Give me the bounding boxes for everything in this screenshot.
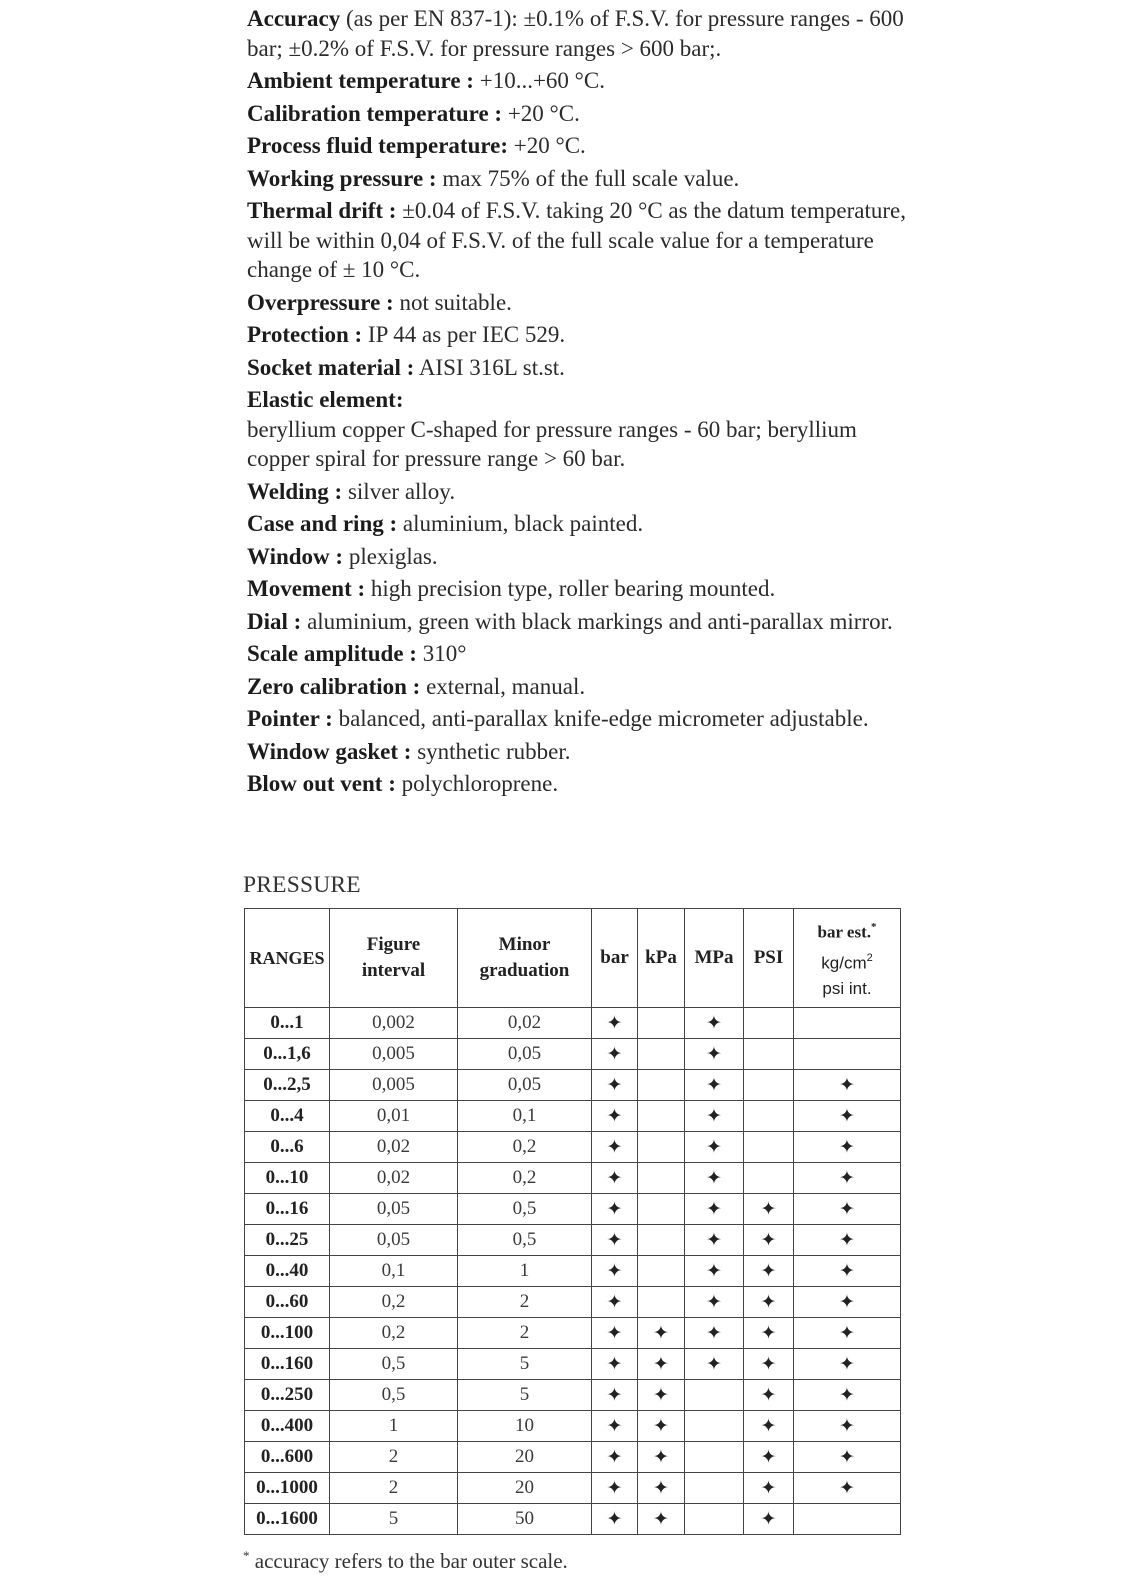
- spec-label: Thermal drift :: [247, 198, 397, 223]
- mpa-mark-cell: [685, 1504, 744, 1535]
- last-mark-cell: [794, 1504, 901, 1535]
- last-mark-cell: [794, 1380, 901, 1411]
- mpa-mark-cell: [685, 1163, 744, 1194]
- diamond-marker-icon: ✦: [760, 1415, 777, 1437]
- psi-mark-cell: [744, 1380, 794, 1411]
- range-cell: 0...6: [245, 1132, 330, 1163]
- spec-label: Scale amplitude :: [247, 641, 417, 666]
- bar-mark-cell: [592, 1008, 638, 1039]
- kpa-mark-cell: [638, 1132, 685, 1163]
- spec-item: [247, 320, 907, 350]
- minor-graduation-cell: 5: [458, 1380, 592, 1411]
- header-kpa: kPa: [638, 909, 685, 1008]
- bar-mark-cell: [592, 1287, 638, 1318]
- range-cell: 0...250: [245, 1380, 330, 1411]
- mpa-mark-cell: [685, 1008, 744, 1039]
- spec-value: aluminium, black painted.: [397, 511, 644, 536]
- table-row: [245, 1163, 901, 1194]
- diamond-marker-icon: ✦: [606, 1229, 623, 1251]
- kpa-mark-cell: [638, 1101, 685, 1132]
- last-mark-cell: [794, 1256, 901, 1287]
- figure-interval-cell: 0,1: [330, 1256, 458, 1287]
- spec-item: [247, 4, 907, 63]
- diamond-marker-icon: ✦: [706, 1322, 722, 1344]
- last-mark-cell: [794, 1411, 901, 1442]
- range-cell: 0...1000: [245, 1473, 330, 1504]
- last-mark-cell: [794, 1101, 901, 1132]
- kpa-mark-cell: [638, 1039, 685, 1070]
- last-mark-cell: [794, 1287, 901, 1318]
- mpa-mark-cell: [685, 1380, 744, 1411]
- psi-mark-cell: [744, 1101, 794, 1132]
- diamond-marker-icon: ✦: [606, 1508, 623, 1530]
- range-cell: 0...400: [245, 1411, 330, 1442]
- header-figure-interval: Figure interval: [330, 909, 458, 1008]
- range-cell: 0...25: [245, 1225, 330, 1256]
- bar-mark-cell: [592, 1101, 638, 1132]
- minor-graduation-cell: 50: [458, 1504, 592, 1535]
- psi-mark-cell: [744, 1473, 794, 1504]
- figure-interval-cell: 0,5: [330, 1380, 458, 1411]
- diamond-marker-icon: ✦: [606, 1074, 623, 1096]
- mpa-mark-cell: [685, 1101, 744, 1132]
- bar-mark-cell: [592, 1473, 638, 1504]
- minor-graduation-cell: 20: [458, 1473, 592, 1504]
- last-mark-cell: [794, 1008, 901, 1039]
- table-row: [245, 1070, 901, 1101]
- last-mark-cell: [794, 1163, 901, 1194]
- psi-mark-cell: [744, 1256, 794, 1287]
- spec-value: not suitable.: [393, 289, 512, 315]
- spec-item: [247, 131, 907, 161]
- figure-interval-cell: 0,005: [330, 1070, 458, 1101]
- diamond-marker-icon: ✦: [653, 1384, 669, 1406]
- diamond-marker-icon: ✦: [760, 1446, 777, 1468]
- table-row: [245, 1318, 901, 1349]
- bar-mark-cell: [592, 1380, 638, 1411]
- kpa-mark-cell: [638, 1504, 685, 1535]
- bar-mark-cell: [592, 1442, 638, 1473]
- spec-value: polychloroprene.: [395, 771, 559, 796]
- diamond-marker-icon: ✦: [706, 1229, 722, 1251]
- spec-label: Dial :: [247, 608, 302, 634]
- table-row: [245, 1039, 901, 1070]
- spec-item: [247, 66, 907, 96]
- spec-item: [247, 607, 907, 637]
- diamond-marker-icon: ✦: [653, 1477, 669, 1499]
- spec-label: Socket material :: [247, 354, 415, 380]
- diamond-marker-icon: ✦: [760, 1353, 777, 1375]
- diamond-marker-icon: ✦: [760, 1260, 777, 1282]
- psi-mark-cell: [744, 1318, 794, 1349]
- diamond-marker-icon: ✦: [606, 1136, 623, 1158]
- kpa-mark-cell: [638, 1163, 685, 1194]
- last-mark-cell: [794, 1132, 901, 1163]
- mpa-mark-cell: [685, 1194, 744, 1225]
- diamond-marker-icon: ✦: [760, 1477, 777, 1499]
- figure-interval-cell: 0,002: [330, 1008, 458, 1039]
- table-row: [245, 1008, 901, 1039]
- footnote-mark: *: [243, 1548, 250, 1563]
- table-row: [245, 1101, 901, 1132]
- figure-interval-cell: 0,02: [330, 1163, 458, 1194]
- range-cell: 0...1: [245, 1008, 330, 1039]
- table-row: [245, 1411, 901, 1442]
- psi-mark-cell: [744, 1411, 794, 1442]
- spec-item: [247, 99, 907, 129]
- spec-value: balanced, anti-parallax knife-edge micrometer adjustable.: [332, 706, 869, 731]
- table-row: [245, 1442, 901, 1473]
- diamond-marker-icon: ✦: [653, 1446, 669, 1468]
- spec-label: Accuracy: [247, 6, 341, 31]
- kpa-mark-cell: [638, 1349, 685, 1380]
- diamond-marker-icon: ✦: [839, 1260, 855, 1282]
- footnote: [243, 1548, 568, 1574]
- diamond-marker-icon: ✦: [653, 1322, 669, 1344]
- mpa-mark-cell: [685, 1411, 744, 1442]
- figure-interval-cell: 2: [330, 1473, 458, 1504]
- minor-graduation-cell: 0,1: [458, 1101, 592, 1132]
- kpa-mark-cell: [638, 1194, 685, 1225]
- diamond-marker-icon: ✦: [760, 1322, 777, 1344]
- spec-item: [247, 196, 907, 285]
- spec-label: Window :: [247, 543, 344, 569]
- minor-graduation-cell: 5: [458, 1349, 592, 1380]
- spec-item: [247, 769, 907, 799]
- spec-item: [247, 704, 907, 734]
- diamond-marker-icon: ✦: [839, 1353, 855, 1375]
- spec-value: high precision type, roller bearing mounted.: [365, 576, 776, 601]
- spec-item: [247, 385, 907, 474]
- diamond-marker-icon: ✦: [706, 1260, 722, 1282]
- figure-interval-cell: 2: [330, 1442, 458, 1473]
- spec-item: [247, 353, 907, 383]
- kpa-mark-cell: [638, 1411, 685, 1442]
- bar-mark-cell: [592, 1194, 638, 1225]
- bar-mark-cell: [592, 1163, 638, 1194]
- bar-mark-cell: [592, 1225, 638, 1256]
- spec-item: [247, 477, 907, 507]
- diamond-marker-icon: ✦: [839, 1167, 855, 1189]
- bar-mark-cell: [592, 1504, 638, 1535]
- diamond-marker-icon: ✦: [706, 1074, 722, 1096]
- spec-label: Elastic element:: [247, 387, 404, 412]
- minor-graduation-cell: 2: [458, 1287, 592, 1318]
- psi-mark-cell: [744, 1225, 794, 1256]
- spec-label: Pointer :: [247, 706, 333, 731]
- psi-mark-cell: [744, 1349, 794, 1380]
- last-mark-cell: [794, 1194, 901, 1225]
- range-cell: 0...40: [245, 1256, 330, 1287]
- minor-graduation-cell: 0,2: [458, 1132, 592, 1163]
- table-row: [245, 1194, 901, 1225]
- last-mark-cell: [794, 1225, 901, 1256]
- table-row: [245, 1256, 901, 1287]
- spec-label: Blow out vent :: [247, 771, 396, 796]
- diamond-marker-icon: ✦: [760, 1508, 777, 1530]
- mpa-mark-cell: [685, 1318, 744, 1349]
- figure-interval-cell: 0,005: [330, 1039, 458, 1070]
- diamond-marker-icon: ✦: [839, 1446, 855, 1468]
- kpa-mark-cell: [638, 1225, 685, 1256]
- diamond-marker-icon: ✦: [839, 1322, 855, 1344]
- diamond-marker-icon: ✦: [839, 1136, 855, 1158]
- mpa-mark-cell: [685, 1132, 744, 1163]
- bar-mark-cell: [592, 1070, 638, 1101]
- figure-interval-cell: 0,01: [330, 1101, 458, 1132]
- range-cell: 0...2,5: [245, 1070, 330, 1101]
- diamond-marker-icon: ✦: [706, 1291, 722, 1313]
- kpa-mark-cell: [638, 1442, 685, 1473]
- diamond-marker-icon: ✦: [653, 1353, 669, 1375]
- bar-mark-cell: [592, 1349, 638, 1380]
- spec-value: plexiglas.: [343, 543, 438, 569]
- table-row: [245, 1504, 901, 1535]
- spec-label: Window gasket :: [247, 738, 412, 764]
- spec-item: [247, 737, 907, 767]
- bar-mark-cell: [592, 1411, 638, 1442]
- spec-item: [247, 639, 907, 669]
- figure-interval-cell: 1: [330, 1411, 458, 1442]
- spec-label: Case and ring :: [247, 511, 398, 536]
- minor-graduation-cell: 0,02: [458, 1008, 592, 1039]
- diamond-marker-icon: ✦: [606, 1446, 623, 1468]
- section-title: PRESSURE: [243, 872, 361, 898]
- minor-graduation-cell: 0,2: [458, 1163, 592, 1194]
- diamond-marker-icon: ✦: [606, 1291, 623, 1313]
- figure-interval-cell: 0,2: [330, 1318, 458, 1349]
- bar-mark-cell: [592, 1318, 638, 1349]
- spec-value: +20 °C.: [502, 100, 580, 126]
- diamond-marker-icon: ✦: [760, 1229, 777, 1251]
- diamond-marker-icon: ✦: [760, 1384, 777, 1406]
- psi-mark-cell: [744, 1070, 794, 1101]
- range-cell: 0...1,6: [245, 1039, 330, 1070]
- minor-graduation-cell: 10: [458, 1411, 592, 1442]
- diamond-marker-icon: ✦: [653, 1415, 669, 1437]
- spec-value: AISI 316L st.st.: [414, 354, 565, 380]
- diamond-marker-icon: ✦: [760, 1198, 777, 1220]
- diamond-marker-icon: ✦: [706, 1105, 722, 1127]
- table-row: [245, 1132, 901, 1163]
- kpa-mark-cell: [638, 1256, 685, 1287]
- spec-label: Calibration temperature :: [247, 100, 503, 126]
- last-mark-cell: [794, 1318, 901, 1349]
- table-body: [245, 1008, 901, 1535]
- diamond-marker-icon: ✦: [606, 1167, 623, 1189]
- mpa-mark-cell: [685, 1039, 744, 1070]
- bar-mark-cell: [592, 1256, 638, 1287]
- diamond-marker-icon: ✦: [839, 1229, 855, 1251]
- figure-interval-cell: 0,5: [330, 1349, 458, 1380]
- diamond-marker-icon: ✦: [839, 1074, 855, 1096]
- spec-label: Working pressure :: [247, 165, 437, 191]
- diamond-marker-icon: ✦: [760, 1291, 777, 1313]
- figure-interval-cell: 0,05: [330, 1194, 458, 1225]
- mpa-mark-cell: [685, 1287, 744, 1318]
- range-cell: 0...10: [245, 1163, 330, 1194]
- table-row: [245, 1473, 901, 1504]
- kpa-mark-cell: [638, 1287, 685, 1318]
- diamond-marker-icon: ✦: [653, 1508, 669, 1530]
- diamond-marker-icon: ✦: [606, 1043, 623, 1065]
- table-header-row: [245, 909, 901, 1008]
- minor-graduation-cell: 0,05: [458, 1070, 592, 1101]
- diamond-marker-icon: ✦: [706, 1012, 722, 1034]
- diamond-marker-icon: ✦: [839, 1384, 855, 1406]
- spec-label: Movement :: [247, 576, 366, 601]
- mpa-mark-cell: [685, 1225, 744, 1256]
- spec-item: [247, 288, 907, 318]
- spec-value: (as per EN 837-1): ±0.1% of F.S.V. for pressure ranges - 600 bar; ±0.2% of F.S.V. for pressure ranges > 600 bar;.: [247, 6, 904, 61]
- mpa-mark-cell: [685, 1070, 744, 1101]
- diamond-marker-icon: ✦: [839, 1477, 855, 1499]
- spec-value: external, manual.: [420, 673, 586, 699]
- last-mark-cell: [794, 1473, 901, 1504]
- last-mark-cell: [794, 1070, 901, 1101]
- header-bar-est: bar est.* $kg/cm^2$ psi int.: [794, 909, 901, 1008]
- range-cell: 0...16: [245, 1194, 330, 1225]
- minor-graduation-cell: 20: [458, 1442, 592, 1473]
- figure-interval-cell: 0,02: [330, 1132, 458, 1163]
- last-mark-cell: [794, 1039, 901, 1070]
- range-cell: 0...160: [245, 1349, 330, 1380]
- diamond-marker-icon: ✦: [606, 1322, 623, 1344]
- psi-mark-cell: [744, 1008, 794, 1039]
- header-mpa: MPa: [685, 909, 744, 1008]
- mpa-mark-cell: [685, 1442, 744, 1473]
- minor-graduation-cell: 2: [458, 1318, 592, 1349]
- diamond-marker-icon: ✦: [606, 1105, 623, 1127]
- spec-item: [247, 509, 907, 539]
- diamond-marker-icon: ✦: [606, 1198, 623, 1220]
- minor-graduation-cell: 0,05: [458, 1039, 592, 1070]
- diamond-marker-icon: ✦: [839, 1105, 855, 1127]
- spec-value: max 75% of the full scale value.: [436, 165, 740, 191]
- mpa-mark-cell: [685, 1256, 744, 1287]
- table-row: [245, 1225, 901, 1256]
- bar-mark-cell: [592, 1132, 638, 1163]
- spec-label: Protection :: [247, 322, 363, 347]
- diamond-marker-icon: ✦: [839, 1415, 855, 1437]
- psi-mark-cell: [744, 1039, 794, 1070]
- spec-value: 310°: [416, 641, 467, 666]
- header-bar: bar: [592, 909, 638, 1008]
- spec-value: synthetic rubber.: [411, 738, 571, 764]
- kpa-mark-cell: [638, 1318, 685, 1349]
- kpa-mark-cell: [638, 1008, 685, 1039]
- bar-mark-cell: [592, 1039, 638, 1070]
- spec-label: Process fluid temperature:: [247, 133, 509, 158]
- mpa-mark-cell: [685, 1473, 744, 1504]
- diamond-marker-icon: ✦: [606, 1353, 623, 1375]
- spec-value: beryllium copper C-shaped for pressure ranges - 60 bar; beryllium copper spiral for pressure range > 60 bar.: [247, 416, 857, 471]
- last-mark-cell: [794, 1349, 901, 1380]
- spec-item: [247, 574, 907, 604]
- minor-graduation-cell: 0,5: [458, 1225, 592, 1256]
- range-cell: 0...600: [245, 1442, 330, 1473]
- psi-mark-cell: [744, 1504, 794, 1535]
- specifications-list: [247, 4, 907, 802]
- header-ranges: RANGES: [245, 909, 330, 1008]
- range-cell: 0...1600: [245, 1504, 330, 1535]
- spec-label: Welding :: [247, 478, 343, 504]
- diamond-marker-icon: ✦: [606, 1260, 623, 1282]
- table-row: [245, 1349, 901, 1380]
- range-cell: 0...100: [245, 1318, 330, 1349]
- spec-value: +10...+60 °C.: [473, 68, 605, 93]
- diamond-marker-icon: ✦: [839, 1291, 855, 1313]
- figure-interval-cell: 0,2: [330, 1287, 458, 1318]
- figure-interval-cell: 5: [330, 1504, 458, 1535]
- diamond-marker-icon: ✦: [606, 1384, 623, 1406]
- diamond-marker-icon: ✦: [606, 1012, 623, 1034]
- spec-value: aluminium, green with black markings and anti-parallax mirror.: [301, 608, 893, 634]
- diamond-marker-icon: ✦: [706, 1198, 722, 1220]
- diamond-marker-icon: ✦: [706, 1353, 722, 1375]
- spec-label: Overpressure :: [247, 289, 394, 315]
- spec-value: IP 44 as per IEC 529.: [362, 322, 566, 347]
- header-psi: PSI: [744, 909, 794, 1008]
- spec-item: [247, 542, 907, 572]
- psi-mark-cell: [744, 1287, 794, 1318]
- diamond-marker-icon: ✦: [839, 1198, 855, 1220]
- diamond-marker-icon: ✦: [706, 1043, 722, 1065]
- diamond-marker-icon: ✦: [706, 1167, 722, 1189]
- header-minor-graduation: Minor graduation: [458, 909, 592, 1008]
- table-row: [245, 1380, 901, 1411]
- figure-interval-cell: 0,05: [330, 1225, 458, 1256]
- diamond-marker-icon: ✦: [606, 1415, 623, 1437]
- spec-value: +20 °C.: [508, 133, 586, 158]
- minor-graduation-cell: 1: [458, 1256, 592, 1287]
- footnote-text: accuracy refers to the bar outer scale.: [249, 1549, 568, 1573]
- psi-mark-cell: [744, 1442, 794, 1473]
- spec-label: Zero calibration :: [247, 673, 421, 699]
- psi-mark-cell: [744, 1163, 794, 1194]
- diamond-marker-icon: ✦: [706, 1136, 722, 1158]
- spec-item: [247, 164, 907, 194]
- diamond-marker-icon: ✦: [606, 1477, 623, 1499]
- spec-value: silver alloy.: [342, 478, 456, 504]
- mpa-mark-cell: [685, 1349, 744, 1380]
- minor-graduation-cell: 0,5: [458, 1194, 592, 1225]
- range-cell: 0...4: [245, 1101, 330, 1132]
- spec-value: ±0.04 of F.S.V. taking 20 °C as the datum temperature, will be within 0,04 of F.S.V. of the full scale value for a temperature change of ± 10 °C.: [247, 198, 906, 282]
- kpa-mark-cell: [638, 1380, 685, 1411]
- spec-label: Ambient temperature :: [247, 68, 474, 93]
- kpa-mark-cell: [638, 1473, 685, 1504]
- psi-mark-cell: [744, 1132, 794, 1163]
- kpa-mark-cell: [638, 1070, 685, 1101]
- last-mark-cell: [794, 1442, 901, 1473]
- table-row: [245, 1287, 901, 1318]
- spec-item: [247, 672, 907, 702]
- psi-mark-cell: [744, 1194, 794, 1225]
- range-cell: 0...60: [245, 1287, 330, 1318]
- pressure-ranges-table: [244, 908, 901, 1535]
